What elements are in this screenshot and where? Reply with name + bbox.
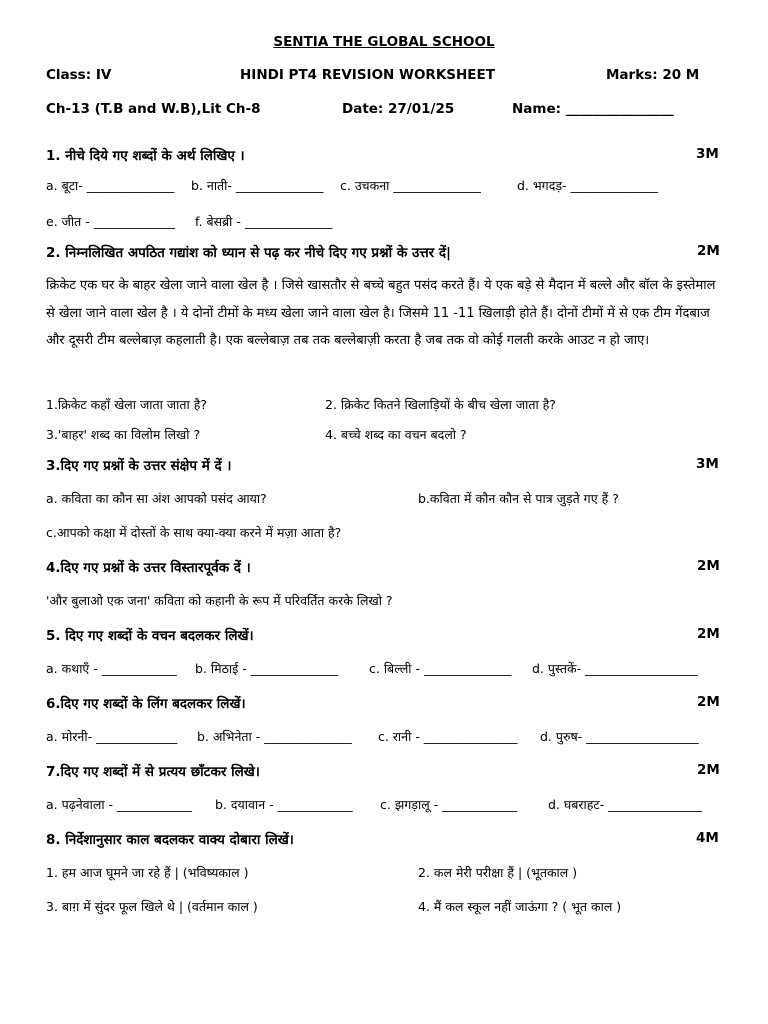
q1-item: b. नाती- ______________: [191, 178, 324, 193]
q8-item: 2. कल मेरी परीक्षा हैं | (भूतकाल ): [418, 865, 578, 880]
q4-heading: 4.दिए गए प्रश्नों के उत्तर विस्तारपूर्वक दें ।: [46, 560, 251, 576]
q2-question: 1.क्रिकेट कहाँ खेला जाता जाता है?: [46, 397, 207, 412]
q8-item: 1. हम आज घूमने जा रहे हैं | (भविष्यकाल ): [46, 865, 249, 880]
q1-marks: 3M: [696, 146, 719, 162]
chapters-label: Ch-13 (T.B and W.B),Lit Ch-8: [46, 101, 261, 117]
q8-item: 4. मैं कल स्कूल नहीं जाऊंगा ? ( भूत काल ): [418, 899, 622, 914]
q7-item: c. झगड़ालू - ____________: [380, 797, 518, 812]
q1-item: f. बेसब्री - ______________: [195, 214, 333, 229]
q2-marks: 2M: [697, 243, 720, 259]
q6-marks: 2M: [697, 694, 720, 710]
q1-item: a. बूटा- ______________: [46, 178, 175, 193]
q6-heading: 6.दिए गए शब्दों के लिंग बदलकर लिखें।: [46, 696, 246, 712]
q3-item: b.कविता में कौन कौन से पात्र जुड़ते गए हैं ?: [418, 491, 619, 506]
q4-text: 'और बुलाओ एक जना' कविता को कहानी के रूप में परिवर्तित करके लिखो ?: [46, 593, 393, 608]
q1-heading: 1. नीचे दिये गए शब्दों के अर्थ लिखिए ।: [46, 148, 245, 164]
q5-item: d. पुस्तकें- __________________: [532, 661, 698, 676]
name-field: Name: ________________: [512, 101, 674, 117]
q5-item: a. कथाएँ - ____________: [46, 661, 177, 676]
q5-item: c. बिल्ली - ______________: [369, 661, 512, 676]
class-label: Class: IV: [46, 67, 112, 83]
q2-question: 4. बच्चे शब्द का वचन बदलो ?: [325, 427, 467, 442]
q2-question: 2. क्रिकेट कितने खिलाड़ियों के बीच खेला जाता है?: [325, 397, 556, 412]
q3-heading: 3.दिए गए प्रश्नों के उत्तर संक्षेप में दें ।: [46, 458, 232, 474]
school-title: SENTIA THE GLOBAL SCHOOL: [273, 34, 495, 50]
q1-item: e. जीत - _____________: [46, 214, 175, 229]
q2-passage: क्रिकेट एक घर के बाहर खेला जाने वाला खेल है । जिसे खासतौर से बच्चे बहुत पसंद करते हैं। ये एक बड़े से मैदान में बल्ले और बॉल के इस्तेमाल से खेला जाने वाला खेल है । ये दोनों टीमों के मध्य खेला जाने वाला खेल है। जिसमे 11 -11 खिलाड़ी होते हैं। दोनों टीमों में से एक टीम गेंदबाज और दूसरी टीम बल्लेबाज़ कहलाती है। एक बल्लेबाज़ तब तक बल्लेबाज़ी करता है जब तक वो कोई गलती करके आउट न हो जाए।: [46, 278, 716, 348]
q1-item: d. भगदड़- ______________: [517, 178, 659, 193]
q7-item: b. दयावान - ____________: [215, 797, 353, 812]
q5-heading: 5. दिए गए शब्दों के वचन बदलकर लिखें।: [46, 628, 254, 644]
date-label: Date: 27/01/25: [342, 101, 455, 117]
q6-item: a. मोरनी- _____________: [46, 729, 178, 744]
q2-question: 3.'बाहर' शब्द का विलोम लिखो ?: [46, 427, 201, 442]
q1-item: c. उचकना ______________: [340, 178, 481, 193]
q7-item: a. पढ़नेवाला - ____________: [46, 797, 193, 812]
q2-heading: 2. निम्नलिखित अपठित गद्यांश को ध्यान से पढ़ कर नीचे दिए गए प्रश्नों के उत्तर दें|: [46, 245, 451, 261]
marks-label: Marks: 20 M: [606, 67, 700, 83]
q8-item: 3. बाग़ में सुंदर फूल खिले थे | (वर्तमान काल ): [46, 899, 258, 914]
q7-heading: 7.दिए गए शब्दों में से प्रत्यय छाँटकर लिखे।: [46, 764, 260, 780]
worksheet-title: HINDI PT4 REVISION WORKSHEET: [240, 67, 495, 83]
q3-item: c.आपको कक्षा में दोस्तों के साथ क्या-क्या करने में मज़ा आता है?: [46, 525, 342, 540]
q5-marks: 2M: [697, 626, 720, 642]
q3-marks: 3M: [696, 456, 719, 472]
q6-item: d. पुरुष- __________________: [540, 729, 699, 744]
q5-item: b. मिठाई - ______________: [195, 661, 339, 676]
q6-item: c. रानी - _______________: [378, 729, 518, 744]
q3-item: a. कविता का कौन सा अंश आपको पसंद आया?: [46, 491, 267, 506]
q4-marks: 2M: [697, 558, 720, 574]
q8-marks: 4M: [696, 830, 719, 846]
q7-marks: 2M: [697, 762, 720, 778]
q8-heading: 8. निर्देशानुसार काल बदलकर वाक्य दोबारा लिखें।: [46, 832, 294, 848]
q6-item: b. अभिनेता - ______________: [197, 729, 352, 744]
q7-item: d. घबराहट- _______________: [548, 797, 702, 812]
